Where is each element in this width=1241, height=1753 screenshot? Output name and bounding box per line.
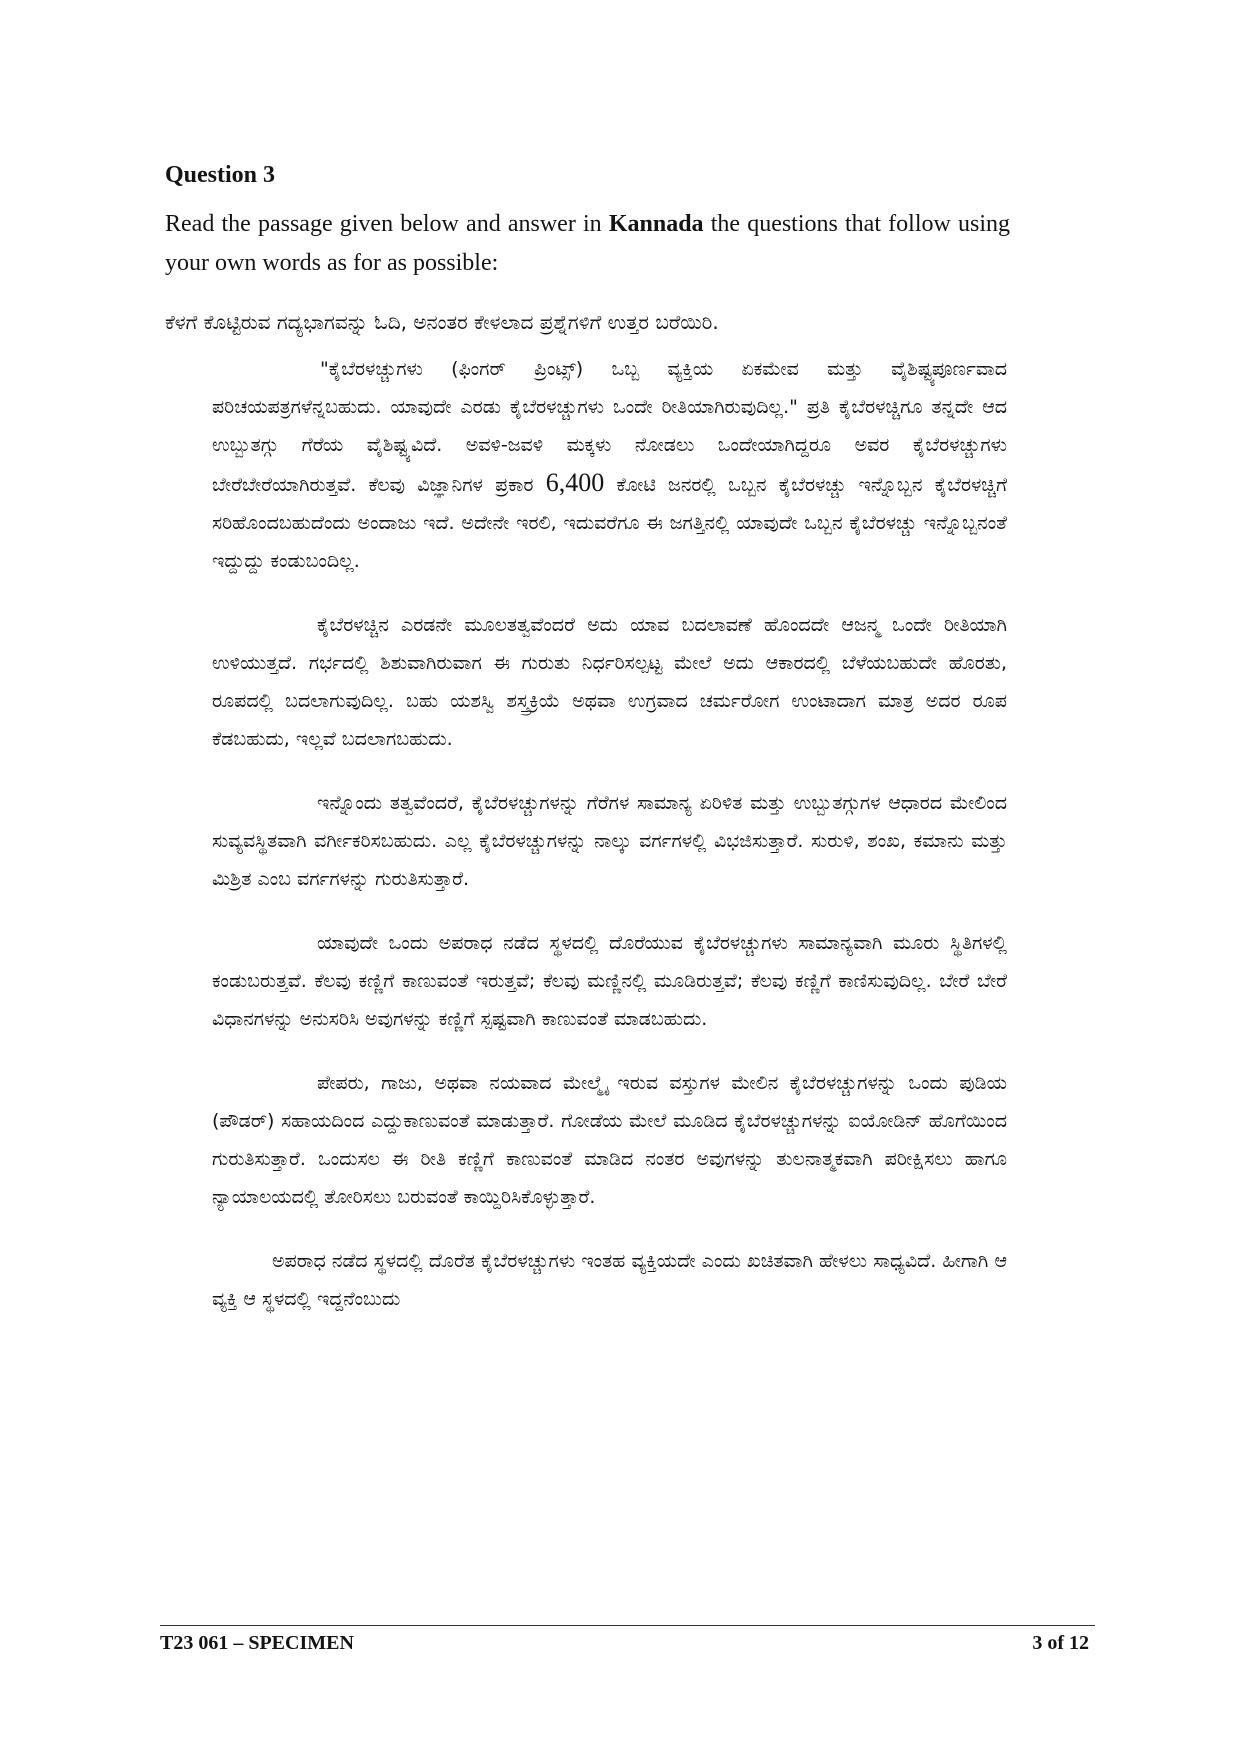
passage xyxy=(212,350,1007,1318)
passage-paragraph-1-start: "ಕೈಬೆರಳಚ್ಚುಗಳು (ಫಿಂಗರ್ ಪ್ರಿಂಟ್ಸ್) ಒಬ್ಬ ವ್ಯಕ್ತಿಯ ಏಕಮೇವ ಮತ್ತು ವೈಶಿಷ್ಟ್ಯಪೂರ್ಣವಾದ ಪರಿಚಯಪತ್ರಗಳೆನ್ನಬಹುದು. ಯಾವುದೇ ಎರಡು ಕೈಬೆರಳಚ್ಚುಗಳು ಒಂದೇ ರೀತಿಯಾಗಿರುವುದಿಲ್ಲ." ಪ್ರತಿ ಕೈಬೆರಳಚ್ಚಿಗೂ ತನ್ನದೇ ಆದ ಉಬ್ಬುತಗ್ಗು ಗೆರೆಯ ವೈಶಿಷ್ಟ್ಯವಿದೆ. ಅವಳಿ-ಜವಳಿ ಮಕ್ಕಳು ನೋಡಲು ಒಂದೇಯಾಗಿದ್ದರೂ ಅವರ ಕೈಬೆರಳಚ್ಚುಗಳು ಬೇರೆಬೇರೆಯಾಗಿರುತ್ತವೆ. ಕೆಲವು ವಿಜ್ಞಾನಿಗಳ ಪ್ರಕಾರ xyxy=(212,358,1007,496)
passage-paragraph-1-end: ಕೋಟಿ ಜನರಲ್ಲಿ ಒಬ್ಬನ ಕೈಬೆರಳಚ್ಚು ಇನ್ನೊಬ್ಬನ ಕೈಬೆರಳಚ್ಚಿಗೆ ಸರಿಹೊಂದಬಹುದೆಂದು ಅಂದಾಜು ಇದೆ. ಅದೇನೇ ಇರಲಿ, ಇದುವರೆಗೂ ಈ ಜಗತ್ತಿನಲ್ಲಿ ಯಾವುದೇ ಒಬ್ಬನ ಕೈಬೆರಳಚ್ಚು ಇನ್ನೊಬ್ಬನಂತೆ ಇದ್ದುದ್ದು ಕಂಡುಬಂದಿಲ್ಲ. xyxy=(212,474,1007,572)
kannada-instruction: ಕೆಳಗೆ ಕೊಟ್ಟಿರುವ ಗದ್ಯಭಾಗವನ್ನು ಓದಿ, ಅನಂತರ ಕೇಳಲಾದ ಪ್ರಶ್ನೆಗಳಿಗೆ ಉತ್ತರ ಬರೆಯಿರಿ. xyxy=(165,310,719,334)
passage-paragraph-3: ಇನ್ನೊಂದು ತತ್ವವೆಂದರೆ, ಕೈಬೆರಳಚ್ಚುಗಳನ್ನು ಗೆರೆಗಳ ಸಾಮಾನ್ಯ ಏರಿಳಿತ ಮತ್ತು ಉಬ್ಬುತಗ್ಗುಗಳ ಆಧಾರದ ಮೇಲಿಂದ ಸುವ್ಯವಸ್ಥಿತವಾಗಿ ವರ್ಗೀಕರಿಸಬಹುದು. ಎಲ್ಲ ಕೈಬೆರಳಚ್ಚುಗಳನ್ನು ನಾಲ್ಕು ವರ್ಗಗಳಲ್ಲಿ ವಿಭಜಿಸುತ್ತಾರೆ. ಸುರುಳಿ, ಶಂಖ, ಕಮಾನು ಮತ್ತು ಮಿಶ್ರಿತ ಎಂಬ ವರ್ಗಗಳನ್ನು ಗುರುತಿಸುತ್ತಾರೆ. xyxy=(212,792,1007,890)
footer-divider xyxy=(160,1625,1095,1626)
passage-paragraph-2: ಕೈಬೆರಳಚ್ಚಿನ ಎರಡನೇ ಮೂಲತತ್ವವೆಂದರೆ ಅದು ಯಾವ ಬದಲಾವಣೆ ಹೊಂದದೇ ಆಜನ್ಮ ಒಂದೇ ರೀತಿಯಾಗಿ ಉಳಿಯುತ್ತದೆ. ಗರ್ಭದಲ್ಲಿ ಶಿಶುವಾಗಿರುವಾಗ ಈ ಗುರುತು ನಿರ್ಧರಿಸಲ್ಪಟ್ಟ ಮೇಲೆ ಅದು ಆಕಾರದಲ್ಲಿ ಬೆಳೆಯಬಹುದೇ ಹೊರತು, ರೂಪದಲ್ಲಿ ಬದಲಾಗುವುದಿಲ್ಲ. ಬಹು ಯಶಸ್ವಿ ಶಸ್ತ್ರಕ್ರಿಯೆ ಅಥವಾ ಉಗ್ರವಾದ ಚರ್ಮರೋಗ ಉಂಟಾದಾಗ ಮಾತ್ರ ಅದರ ರೂಪ ಕೆಡಬಹುದು, ಇಲ್ಲವೆ ಬದಲಾಗಬಹುದು. xyxy=(212,614,1007,750)
passage-paragraph-5: ಪೇಪರು, ಗಾಜು, ಅಥವಾ ನಯವಾದ ಮೇಲ್ಮೈ ಇರುವ ವಸ್ತುಗಳ ಮೇಲಿನ ಕೈಬೆರಳಚ್ಚುಗಳನ್ನು ಒಂದು ಪುಡಿಯ (ಪೌಡರ್) ಸಹಾಯದಿಂದ ಎದ್ದುಕಾಣುವಂತೆ ಮಾಡುತ್ತಾರೆ. ಗೋಡೆಯ ಮೇಲೆ ಮೂಡಿದ ಕೈಬೆರಳಚ್ಚುಗಳನ್ನು ಐಯೋಡಿನ್ ಹೊಗೆಯಿಂದ ಗುರುತಿಸುತ್ತಾರೆ. ಒಂದುಸಲ ಈ ರೀತಿ ಕಣ್ಣಿಗೆ ಕಾಣುವಂತೆ ಮಾಡಿದ ನಂತರ ಅವುಗಳನ್ನು ತುಲನಾತ್ಮಕವಾಗಿ ಪರೀಕ್ಷಿಸಲು ಹಾಗೂ ನ್ಯಾಯಾಲಯದಲ್ಲಿ ತೋರಿಸಲು ಬರುವಂತೆ ಕಾಯ್ದಿರಿಸಿಕೊಳ್ಳುತ್ತಾರೆ. xyxy=(212,1072,1007,1208)
footer-paper-code: T23 061 – SPECIMEN xyxy=(160,1632,354,1654)
question-heading: Question 3 xyxy=(165,162,276,188)
passage-number: 6,400 xyxy=(545,468,605,497)
passage-paragraph-1 xyxy=(212,350,1007,580)
passage-paragraph-4: ಯಾವುದೇ ಒಂದು ಅಪರಾಧ ನಡೆದ ಸ್ಥಳದಲ್ಲಿ ದೊರೆಯುವ ಕೈಬೆರಳಚ್ಚುಗಳು ಸಾಮಾನ್ಯವಾಗಿ ಮೂರು ಸ್ಥಿತಿಗಳಲ್ಲಿ ಕಂಡುಬರುತ್ತವೆ. ಕೆಲವು ಕಣ್ಣಿಗೆ ಕಾಣುವಂತೆ ಇರುತ್ತವೆ; ಕೆಲವು ಮಣ್ಣಿನಲ್ಲಿ ಮೂಡಿರುತ್ತವೆ; ಕೆಲವು ಕಣ್ಣಿಗೆ ಕಾಣಿಸುವುದಿಲ್ಲ. ಬೇರೆ ಬೇರೆ ವಿಧಾನಗಳನ್ನು ಅನುಸರಿಸಿ ಅವುಗಳನ್ನು ಕಣ್ಣಿಗೆ ಸ್ಪಷ್ಟವಾಗಿ ಕಾಣುವಂತೆ ಮಾಡಬಹುದು. xyxy=(212,932,1007,1030)
instruction-text-start: Read the passage given below and answer in xyxy=(165,211,609,237)
passage-paragraph-6: ಅಪರಾಧ ನಡೆದ ಸ್ಥಳದಲ್ಲಿ ದೊರೆತ ಕೈಬೆರಳಚ್ಚುಗಳು ಇಂತಹ ವ್ಯಕ್ತಿಯದೇ ಎಂದು ಖಚಿತವಾಗಿ ಹೇಳಲು ಸಾಧ್ಯವಿದೆ. ಹೀಗಾಗಿ ಆ ವ್ಯಕ್ತಿ ಆ ಸ್ಥಳದಲ್ಲಿ ಇದ್ದನೆಂಬುದು xyxy=(212,1250,1007,1310)
footer-page-number: 3 of 12 xyxy=(1032,1632,1089,1654)
instruction-text-end: the questions that follow using your own words as for as possible: xyxy=(165,211,1010,276)
question-instruction xyxy=(165,205,1010,283)
instruction-language: Kannada xyxy=(608,211,704,237)
